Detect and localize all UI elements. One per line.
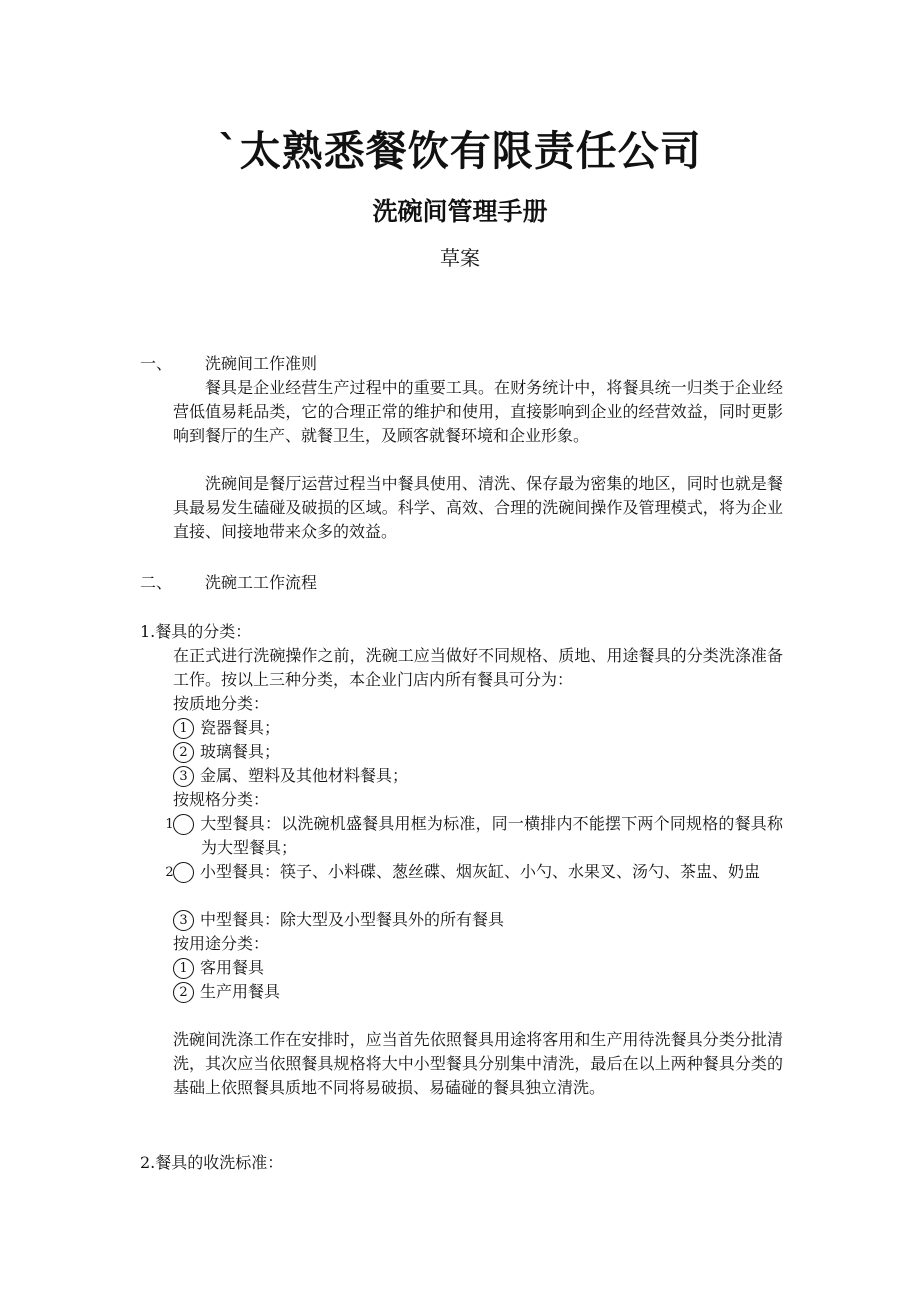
section-number: 二、: [140, 573, 173, 592]
section-heading-2: [140, 571, 317, 595]
circled-number: 2: [173, 862, 194, 883]
paragraph: 洗碗间洗涤工作在安排时，应当首先依照餐具用途将客用和生产用待洗餐具分类分批清洗，其次应当依照餐具规格将大中小型餐具分别集中清洗，最后在以上两种餐具分类的基础上依照餐具质地不同将易破损、易磕碰的餐具独立清洗。: [173, 1030, 783, 1097]
draft-label: 草案: [440, 246, 480, 270]
list-item-text: 中型餐具：除大型及小型餐具外的所有餐具: [200, 910, 505, 929]
circled-number: 1: [173, 718, 194, 739]
list-item: [173, 908, 783, 932]
list-item: [173, 716, 783, 740]
paragraph: 餐具是企业经营生产过程中的重要工具。在财务统计中，将餐具统一归类于企业经营低值易耗品类，它的合理正常的维护和使用，直接影响到企业的经营效益，同时更影响到餐厅的生产、就餐卫生，及顾客就餐环境和企业形象。: [173, 378, 783, 445]
list-item: [165, 860, 783, 884]
list-item: [173, 764, 783, 788]
circled-number: 3: [173, 766, 194, 787]
category-label: 按用途分类：: [173, 934, 270, 953]
paragraph: 在正式进行洗碗操作之前，洗碗工应当做好不同规格、质地、用途餐具的分类洗涤准备工作。按以上三种分类，本企业门店内所有餐具可分为：: [173, 646, 783, 689]
list-item: [173, 956, 783, 980]
section-heading-1: [140, 352, 317, 376]
category-label: 按质地分类：: [173, 694, 270, 713]
list-item-text: 玻璃餐具；: [200, 742, 281, 761]
circled-number: 2: [173, 982, 194, 1003]
company-title: `太熟悉餐饮有限责任公司: [218, 127, 702, 175]
circled-number: 3: [173, 910, 194, 931]
list-item-text: 瓷器餐具；: [200, 718, 281, 737]
category-label: 按规格分类：: [173, 790, 270, 809]
subsection-heading-2: 2.餐具的收洗标准：: [140, 1153, 284, 1172]
list-item-text: 生产用餐具: [200, 982, 281, 1001]
circled-number: 1: [173, 958, 194, 979]
section-title: 洗碗工工作流程: [205, 573, 318, 592]
manual-title: 洗碗间管理手册: [372, 197, 548, 226]
list-item: [173, 740, 783, 764]
paragraph: 洗碗间是餐厅运营过程当中餐具使用、清洗、保存最为密集的地区，同时也就是餐具最易发生磕碰及破损的区域。科学、高效、合理的洗碗间操作及管理模式，将为企业直接、间接地带来众多的效益。: [173, 474, 783, 541]
list-item-text: 小型餐具：筷子、小料碟、葱丝碟、烟灰缸、小勺、水果叉、汤勺、茶盅、奶盅: [200, 862, 761, 881]
circled-number: 2: [173, 742, 194, 763]
list-item: [173, 980, 783, 1004]
list-item: [165, 812, 783, 860]
list-item-text: 大型餐具：以洗碗机盛餐具用框为标准，同一横排内不能摆下两个同规格的餐具称为大型餐具；: [200, 814, 783, 857]
subsection-heading-1: 1.餐具的分类：: [140, 622, 252, 641]
section-title: 洗碗间工作准则: [205, 354, 318, 373]
list-item-text: 金属、塑料及其他材料餐具；: [200, 766, 409, 785]
circled-number: 1: [173, 814, 194, 835]
list-item-text: 客用餐具: [200, 958, 265, 977]
section-number: 一、: [140, 354, 173, 373]
